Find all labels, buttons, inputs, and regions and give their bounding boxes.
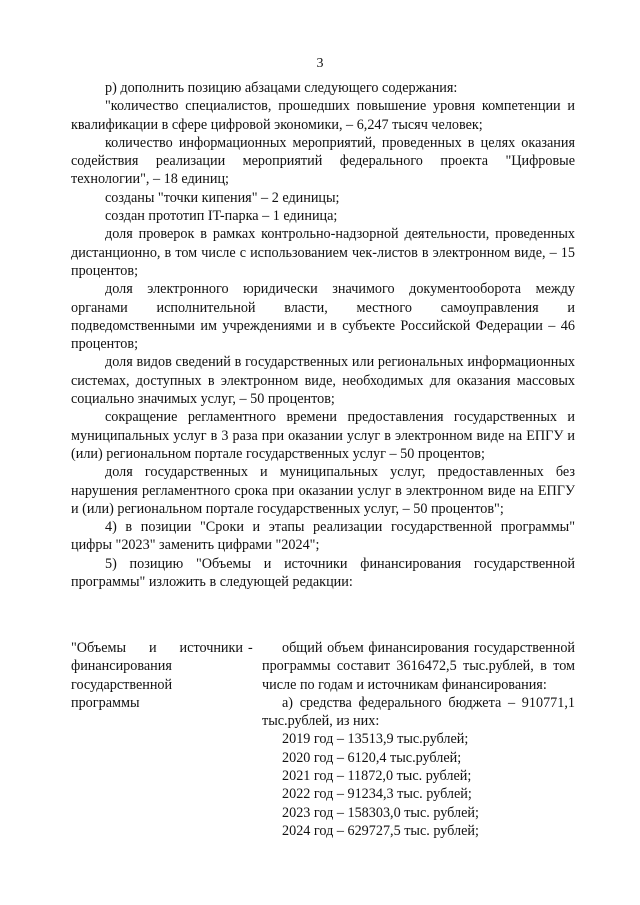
- paragraph: доля видов сведений в государственных или региональных информационных системах, доступных в электронном виде, необходимых для оказания массовых социально значимых услуг, – 50 процентов;: [71, 354, 575, 408]
- page-number: 3: [316, 56, 324, 71]
- table-value-cell: [262, 639, 575, 840]
- financing-year-row: 2023 год – 158303,0 тыс. рублей;: [282, 804, 479, 821]
- financing-year-row: 2020 год – 6120,4 тыс.рублей;: [282, 749, 462, 766]
- table-label-cell: "Объемы и источники финансирования государственной программы: [71, 640, 243, 711]
- financing-year-row: 2021 год – 11872,0 тыс. рублей;: [282, 768, 472, 785]
- paragraph: доля государственных и муниципальных услуг, предоставленных без нарушения регламентного срока при оказании услуг в электронном виде на ЕПГУ и (или) региональном портале государственных услуг, – 50 процентов";: [71, 464, 575, 517]
- financing-year-row: 2022 год – 91234,3 тыс. рублей;: [282, 786, 472, 803]
- financing-federal: а) средства федерального бюджета – 910771,1 тыс.рублей, из них:: [262, 694, 575, 730]
- financing-year-row: 2024 год – 629727,5 тыс. рублей;: [282, 822, 479, 839]
- financing-total: общий объем финансирования государственной программы составит 3616472,5 тыс.рублей, в том числе по годам и источникам финансирования:: [262, 640, 575, 693]
- financing-year-row: 2019 год – 13513,9 тыс.рублей;: [282, 731, 469, 748]
- paragraph: 5) позицию "Объемы и источники финансирования государственной программы" изложить в следующей редакции:: [71, 555, 575, 591]
- paragraph: сокращение регламентного времени предоставления государственных и муниципальных услуг в 3 раза при оказании услуг в электронном виде на ЕПГУ и (или) региональном портале государственных услуг – 50 процентов;: [71, 409, 575, 462]
- paragraph: созданы "точки кипения" – 2 единицы;: [105, 189, 340, 206]
- paragraph: создан прототип IT-парка – 1 единица;: [105, 208, 338, 225]
- paragraph: доля электронного юридически значимого документооборота между органами исполнительной власти, местного самоуправления и подведомственными им учреждениями и в субъекте Российской Федерации – 46 процентов;: [71, 281, 575, 353]
- paragraph: доля проверок в рамках контрольно-надзорной деятельности, проведенных дистанционно, в том числе с использованием чек-листов в электронном виде, – 15 процентов;: [71, 226, 575, 279]
- table-dash: -: [248, 640, 253, 656]
- paragraph: р) дополнить позицию абзацами следующего содержания:: [105, 80, 458, 96]
- document-body: [71, 79, 575, 591]
- paragraph: 4) в позиции "Сроки и этапы реализации государственной программы" цифры "2023" заменить цифрами "2024";: [71, 519, 575, 554]
- paragraph: "количество специалистов, прошедших повышение уровня компетенции и квалификации в сфере цифровой экономики, – 6,247 тысяч человек;: [71, 98, 575, 133]
- paragraph: количество информационных мероприятий, проведенных в целях оказания содействия реализации мероприятий федерального проекта "Цифровые технологии", – 18 единиц;: [71, 134, 575, 188]
